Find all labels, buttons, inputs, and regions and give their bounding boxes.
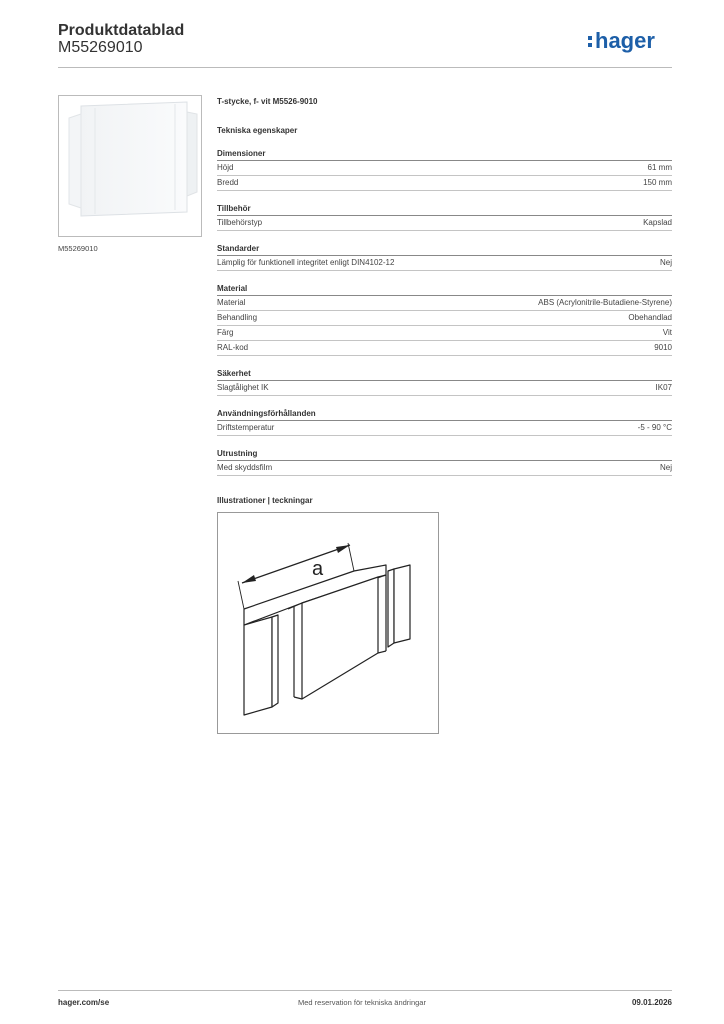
section-standarder (217, 242, 672, 271)
logo-wordmark: hager (595, 28, 655, 53)
section-title: Material (217, 282, 672, 296)
row-value: 9010 (654, 343, 672, 352)
technical-drawing (217, 512, 439, 734)
row-label: Bredd (217, 178, 239, 187)
spec-row (217, 421, 672, 436)
spec-row (217, 296, 672, 311)
row-value: 150 mm (643, 178, 672, 187)
dimension-label: a (312, 558, 324, 580)
row-value: 61 mm (647, 163, 672, 172)
footer-disclaimer: Med reservation för tekniska ändringar (298, 998, 426, 1007)
section-tillbehor (217, 202, 672, 231)
row-label: Slagtålighet IK (217, 383, 269, 392)
spec-row (217, 341, 672, 356)
section-dimensioner (217, 147, 672, 191)
footer-divider (58, 990, 672, 991)
section-title: Användningsförhållanden (217, 407, 672, 421)
row-label: Driftstemperatur (217, 423, 275, 432)
section-material (217, 282, 672, 356)
row-label: Material (217, 298, 246, 307)
row-label: Höjd (217, 163, 234, 172)
section-title: Utrustning (217, 447, 672, 461)
spec-panel (217, 96, 672, 505)
row-label: Behandling (217, 313, 258, 322)
spec-row (217, 461, 672, 476)
product-number: M55269010 (58, 39, 143, 56)
hager-logo (586, 28, 676, 56)
page-title: Produktdatablad (58, 22, 185, 39)
row-label: Lämplig för funktionell integritet enligt DIN4102-12 (217, 258, 395, 267)
section-utrustning (217, 447, 672, 476)
row-value: Obehandlad (628, 313, 672, 322)
row-value: Vit (662, 328, 672, 337)
row-label: Med skyddsfilm (217, 463, 273, 472)
section-title: Tillbehör (217, 202, 672, 216)
photo-caption: M55269010 (58, 244, 98, 253)
row-value: IK07 (655, 383, 672, 392)
row-label: Färg (217, 328, 234, 337)
illustrations-heading: Illustrationer | teckningar (217, 496, 313, 505)
section-title: Säkerhet (217, 367, 672, 381)
spec-row (217, 311, 672, 326)
row-value: ABS (Acrylonitrile-Butadiene-Styrene) (538, 298, 672, 307)
footer-date: 09.01.2026 (631, 998, 672, 1007)
product-name: T-stycke, f- vit M5526-9010 (217, 97, 318, 106)
row-value: Nej (659, 463, 672, 472)
row-value: Kapslad (643, 218, 672, 227)
section-title: Standarder (217, 242, 672, 256)
row-label: RAL-kod (217, 343, 249, 352)
spec-row (217, 326, 672, 341)
spec-row (217, 381, 672, 396)
row-value: -5 - 90 °C (637, 423, 672, 432)
section-anvandningsforhallanden (217, 407, 672, 436)
spec-row (217, 176, 672, 191)
spec-row (217, 256, 672, 271)
spec-heading: Tekniska egenskaper (217, 126, 298, 135)
header-divider (58, 67, 672, 68)
spec-row (217, 216, 672, 231)
row-label: Tillbehörstyp (217, 218, 263, 227)
spec-row (217, 161, 672, 176)
product-photo (58, 95, 202, 237)
section-sakerhet (217, 367, 672, 396)
row-value: Nej (659, 258, 672, 267)
section-title: Dimensioner (217, 147, 672, 161)
footer-website-link[interactable]: hager.com/se (58, 998, 110, 1007)
